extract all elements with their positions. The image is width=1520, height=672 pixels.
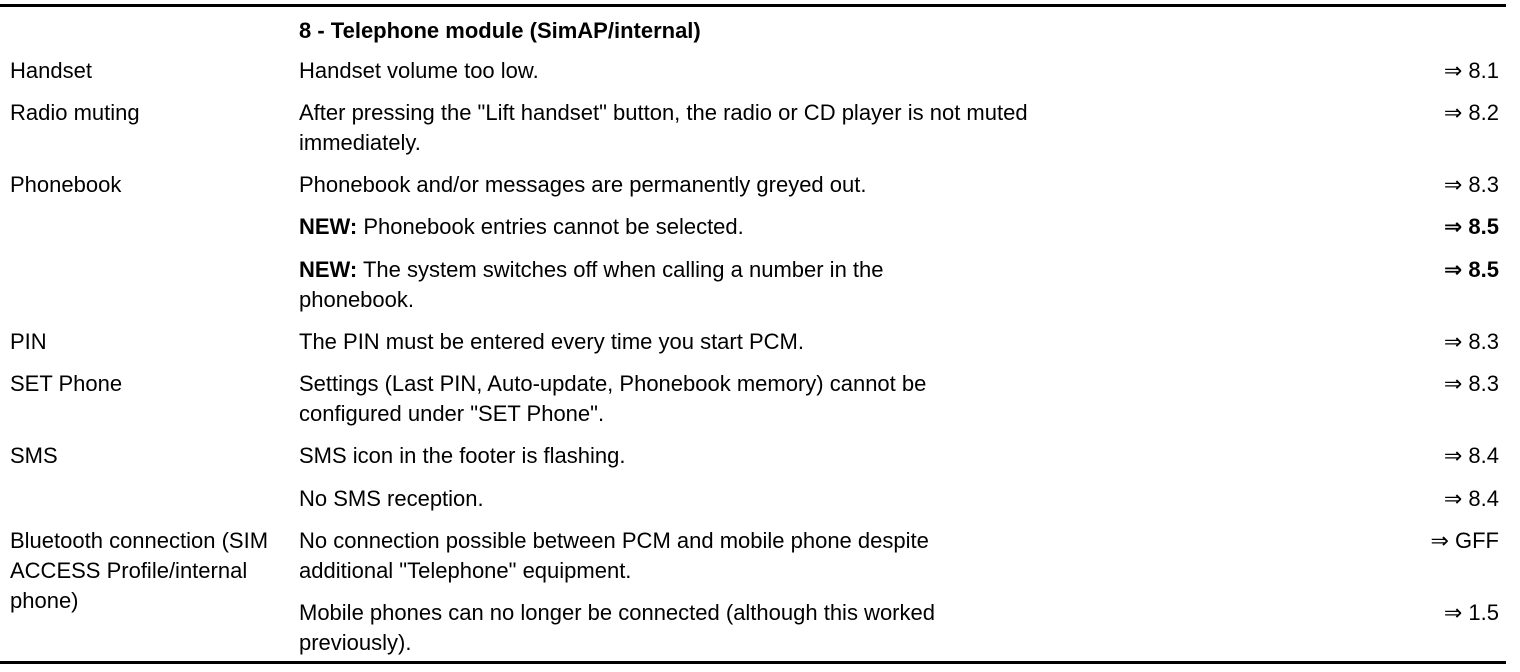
row-reference: ⇒ 8.3 [1443,172,1499,197]
row-description [299,98,1059,158]
row-reference: ⇒ 8.4 [1443,443,1499,468]
top-rule [0,4,1506,7]
row-description-text: Handset volume too low. [299,58,539,83]
row-description-text: No connection possible between PCM and mobile phone despite additional "Telephone" equipment. [299,528,929,583]
row-category: Handset [10,58,92,83]
row-reference: ⇒ 8.3 [1443,371,1499,396]
row-reference: ⇒ 8.3 [1443,329,1499,354]
row-description [299,327,1059,357]
row-description-text: SMS icon in the footer is flashing. [299,443,626,468]
row-category: Radio muting [10,100,140,125]
row-description-text: No SMS reception. [299,486,484,511]
bottom-rule [0,661,1506,664]
row-reference: ⇒ 8.4 [1443,486,1499,511]
row-reference: ⇒ 8.2 [1443,100,1499,125]
row-reference: ⇒ GFF [1430,528,1499,553]
row-description [299,598,1039,658]
new-tag: NEW: [299,257,358,282]
row-description-text: Settings (Last PIN, Auto-update, Phonebook memory) cannot be configured under "SET Phone". [299,371,927,426]
row-description-text: The PIN must be entered every time you start PCM. [299,329,804,354]
row-description [299,170,1059,200]
row-category: Phonebook [10,172,122,197]
row-description-text: Phonebook entries cannot be selected. [357,214,744,239]
row-description-text: After pressing the "Lift handset" button, the radio or CD player is not muted immediately. [299,100,1028,155]
row-description [299,441,1059,471]
row-reference: ⇒ 8.1 [1443,58,1499,83]
row-description-text: The system switches off when calling a number in the phonebook. [299,257,884,312]
row-description-text: Mobile phones can no longer be connected (although this worked previously). [299,600,935,655]
row-reference: ⇒ 1.5 [1443,600,1499,625]
row-description-text: Phonebook and/or messages are permanently greyed out. [299,172,867,197]
row-description [299,255,989,315]
section-title: 8 - Telephone module (SimAP/internal) [299,18,701,43]
row-description [299,484,1059,514]
row-description [299,526,1029,586]
row-reference: ⇒ 8.5 [1443,257,1499,282]
row-reference: ⇒ 8.5 [1443,214,1499,239]
row-category: SET Phone [10,371,123,396]
row-description [299,369,1029,429]
row-category: SMS [10,443,58,468]
row-category: PIN [10,329,47,354]
new-tag: NEW: [299,214,358,239]
row-description [299,56,1059,86]
row-category: Bluetooth connection (SIM ACCESS Profile/internal phone) [10,528,269,613]
row-description [299,212,1059,242]
